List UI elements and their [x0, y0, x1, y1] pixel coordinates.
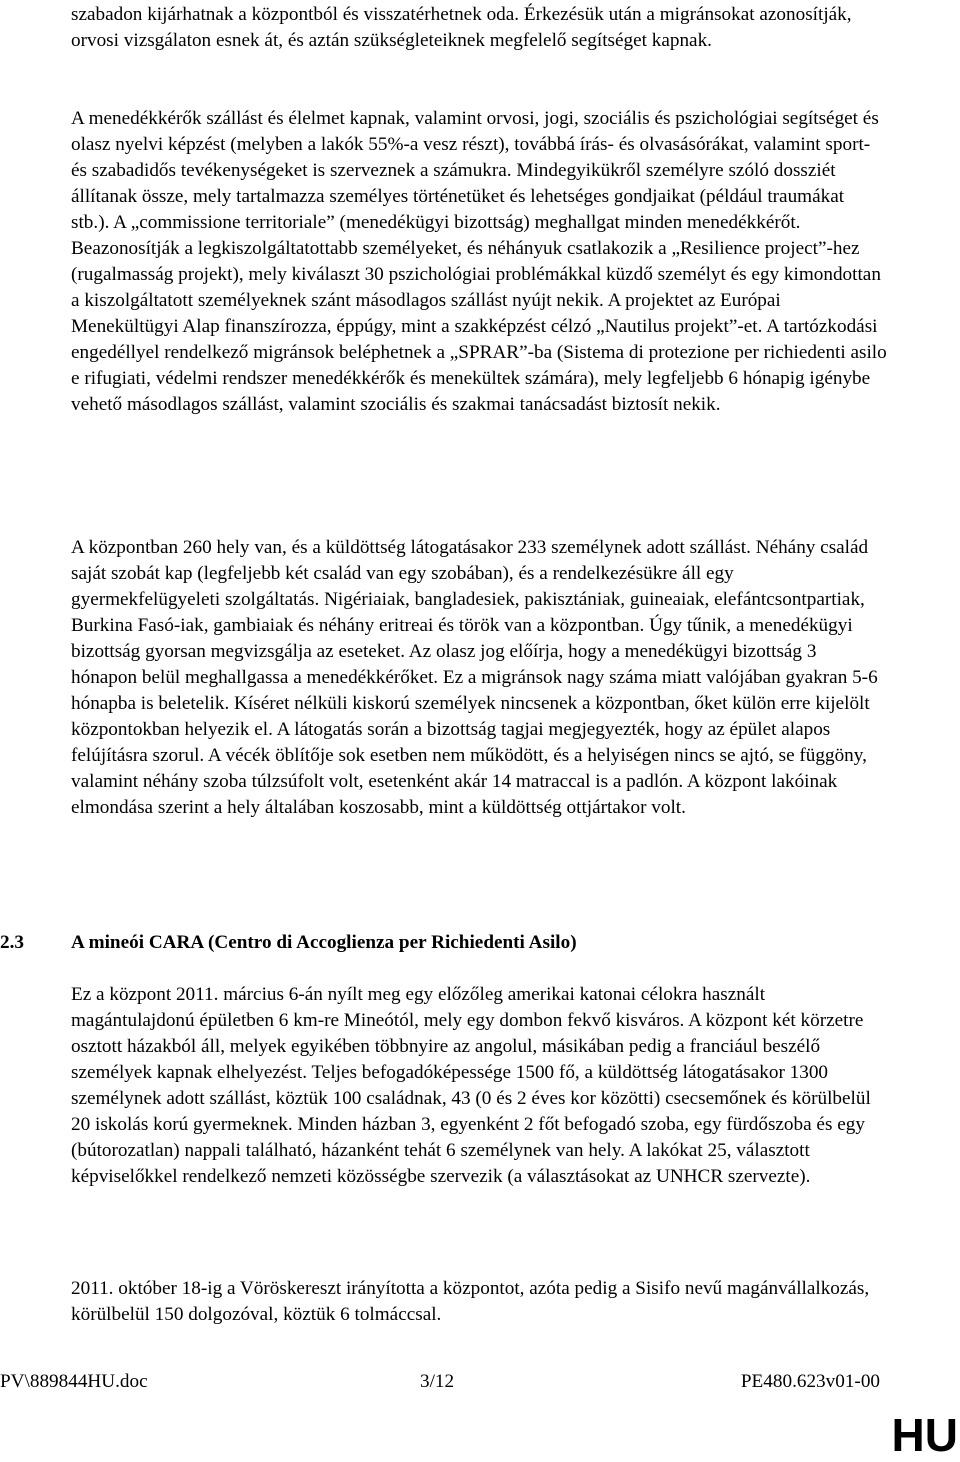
language-tag: HU: [891, 1409, 958, 1461]
paragraph-capacity: A központban 260 hely van, és a küldöttség látogatásakor 233 személynek adott szállást. Néhány család saját szobát kap (legfeljebb két család van egy szobában), és a rendelkezésükre áll egy gyermekfelügyeleti szolgáltatás. Nigériaiak, bangladesiek, pakisztániak, guineaiak, elefántcsontpartiak, Burkina Fasó-iak, gambiaiak és néhány eritreai és török van a központban. Úgy tűnik, a menedékügyi bizottság gyorsan megvizsgálja az eseteket. Az olasz jog előírja, hogy a menedékügyi bizottság 3 hónapon belül meghallgassa a menedékkérőket. Ez a migránsok nagy száma miatt valójában gyakran 5-6 hónapba is beletelik. Kíséret nélküli kiskorú személyek nincsenek a központban, őket külön erre kijelölt központokban helyezik el. A látogatás során a bizottság tagjai megjegyezték, hogy az épület alapos felújításra szorul. A vécék öblítője sok esetben nem működött, és a helyiségen nincs se ajtó, se függöny, valamint néhány szoba túlzsúfolt volt, esetenként akár 14 matraccal is a padlón. A központ lakóinak elmondása szerint a hely általában koszosabb, mint a küldöttség ottjártakor volt.: [71, 537, 878, 818]
footer-file-name: PV\889844HU.doc: [0, 1371, 148, 1392]
footer-document-code: PE480.623v01-00: [740, 1371, 880, 1392]
paragraph-services: A menedékkérők szállást és élelmet kapnak, valamint orvosi, jogi, szociális és pszichológiai segítséget és olasz nyelvi képzést (melyben a lakók 55%-a vesz részt), továbbá írás- és olvasásórákat, valamint sport- és szabadidős tevékenységeket is szerveznek a számukra. Mindegyikükről személyre szóló dossziét állítanak össze, mely tartalmazza személyes történetüket és lehetséges gondjaikat (például traumákat stb.). A „commissione territoriale” (menedékügyi bizottság) meghallgat minden menedékkérőt. Beazonosítják a legkiszolgáltatottabb személyeket, és néhányuk csatlakozik a „Resilience project”-hez (rugalmasság projekt), mely kiválaszt 30 pszichológiai problémákkal küzdő személyt és egy kimondottan a kiszolgáltatott személyeknek szánt másodlagos szállást nyújt nekik. A projektet az Európai Menekültügyi Alap finanszírozza, éppúgy, mint a szakképzést célzó „Nautilus projekt”-et. A tartózkodási engedéllyel rendelkező migránsok beléphetnek a „SPRAR”-ba (Sistema di protezione per richiedenti asilo e rifugiati, védelmi rendszer menedékkérők és menekültek számára), mely legfeljebb 6 hónapig igénybe vehető másodlagos szállást, valamint szociális és szakmai tanácsadást biztosít nekik.: [71, 108, 887, 415]
paragraph-management: 2011. október 18-ig a Vöröskereszt irányította a központot, azóta pedig a Sisifo nevű magánvállalkozás, körülbelül 150 dolgozóval, köztük 6 tolmáccsal.: [71, 1278, 870, 1325]
section-number: 2.3: [0, 932, 24, 953]
footer-page-number: 3/12: [420, 1371, 455, 1392]
paragraph-intro-continuation: szabadon kijárhatnak a központból és visszatérhetnek oda. Érkezésük után a migránsokat azonosítják, orvosi vizsgálaton esnek át, és aztán szükségleteiknek megfelelő segítséget kapnak.: [71, 4, 852, 51]
paragraph-mineo-center: Ez a központ 2011. március 6-án nyílt meg egy előzőleg amerikai katonai célokra használt magántulajdonú épületben 6 km-re Mineótól, mely egy dombon fekvő kisváros. A központ két körzetre osztott házakból áll, melyek egyikében többnyire az angolul, másikában pedig a franciául beszélő személyek kapnak elhelyezést. Teljes befogadóképessége 1500 fő, a küldöttség látogatásakor 1300 személynek adott szállást, köztük 100 családnak, 43 (0 és 2 éves kor közötti) csecsemőnek és körülbelül 20 iskolás korú gyermeknek. Minden házban 3, egyenként 2 főt befogadó szoba, egy fürdőszoba és egy (bútorozatlan) nappali található, házanként tehát 6 személynek van hely. A lakókat 25, választott képviselőkkel rendelkező nemzeti közösségbe szervezik (a választásokat az UNHCR szervezte).: [71, 984, 871, 1187]
section-title: A mineói CARA (Centro di Accoglienza per Richiedenti Asilo): [71, 932, 577, 953]
